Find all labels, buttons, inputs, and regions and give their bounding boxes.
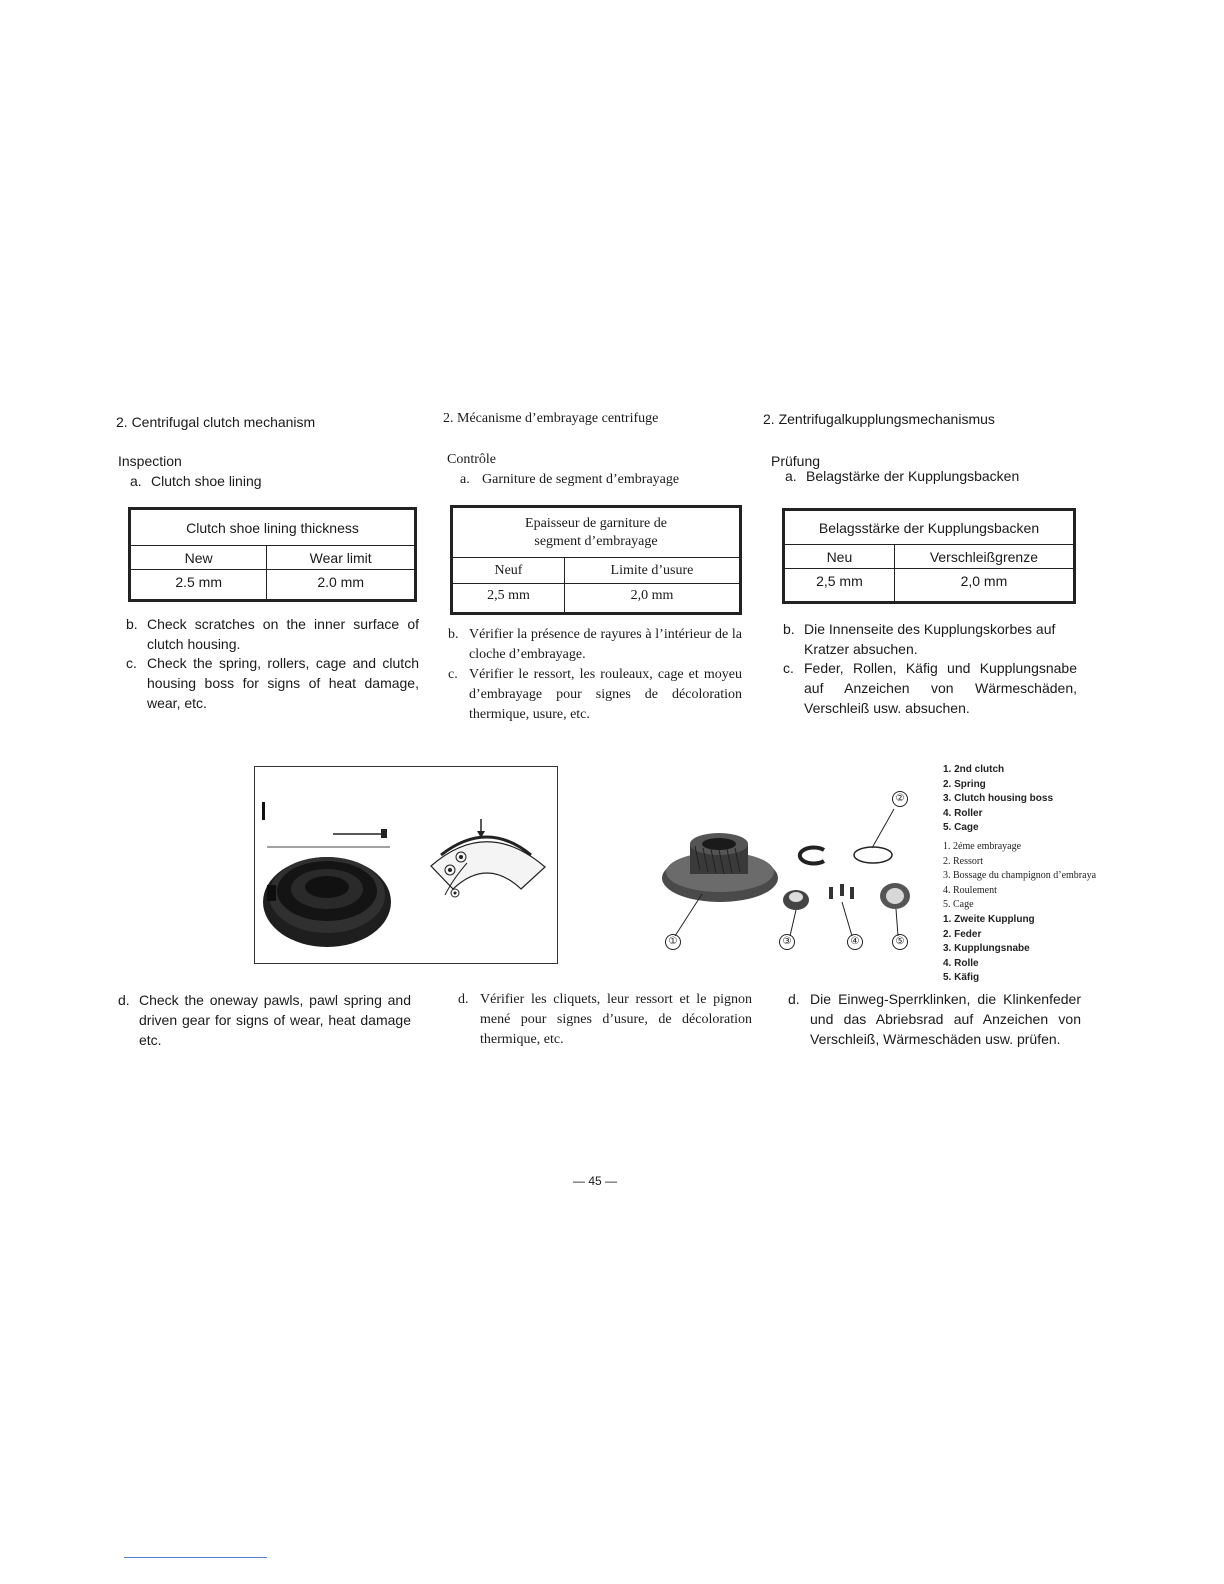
callout-4: ④ [847,934,863,950]
fr-item-d-label: d. [458,992,469,1007]
scan-artifact-line [124,1557,267,1558]
captions-en [943,763,1053,836]
de-item-d [788,989,1081,1069]
caption-fr-3: 3. Bossage du champignon d’embraya [943,870,1097,881]
en-item-b-text: Check scratches on the inner surface of clutch housing. [147,616,419,652]
captions-fr [943,840,1138,913]
caption-de-2: 2. Feder [943,928,982,940]
caption-en-2: 2. Spring [943,778,986,790]
en-item-d-text: Check the oneway pawls, pawl spring and driven gear for signs of wear, heat damage etc. [139,992,411,1048]
fr-item-d [458,990,752,1050]
clutch-parts-figure [630,766,938,962]
en-table-col-limit: Wear limit [267,546,415,570]
fr-item-b-label: b. [448,627,459,642]
en-table-val-limit: 2.0 mm [267,570,415,600]
fr-table-val-limit: 2,0 mm [564,584,739,613]
de-item-b-text: Die Innenseite des Kupplungskorbes auf Kratzer absuchen. [804,621,1056,657]
de-item-c-text: Feder, Rollen, Käfig und Kupplungsnabe auf Anzeichen von Wärmeschäden, Verschleiß usw. absuchen. [804,660,1077,716]
fr-subheading: Contrôle [447,452,496,467]
caption-fr-2: 2. Ressort [943,855,983,867]
de-subheading: Prüfung [771,453,821,469]
clutch-housing-figure [254,766,558,964]
fr-item-d-text: Vérifier les cliquets, leur ressort et le pignon mené pour signes d’usure, de décoloration thermique, etc. [480,992,752,1047]
en-subheading: Inspection [118,453,182,469]
fr-item-b-text: Vérifier la présence de rayures à l’intérieur de la cloche d’embrayage. [469,627,742,662]
fr-table-title [453,508,740,558]
de-table-col-new: Neu [785,545,895,569]
en-item-c-text: Check the spring, rollers, cage and clutch housing boss for signs of heat damage, wear, etc. [147,655,419,711]
en-item-a-text: Clutch shoe lining [151,473,262,489]
caption-en-1: 1. 2nd clutch [943,764,1005,775]
captions-de [943,913,1035,986]
fr-table-title-line2: segment d’embrayage [534,533,658,549]
fr-item-c-label: c. [448,667,458,682]
fr-item-c-text: Vérifier le ressort, les rouleaux, cage et moyeu d’embrayage pour signes de décoloration thermique, usure, etc. [469,667,742,722]
en-item-c [126,653,419,713]
en-item-c-label: c. [126,655,137,671]
en-item-b-label: b. [126,616,138,632]
de-heading: 2. Zentrifugalkupplungsmechanismus [763,411,995,427]
fr-table-val-new: 2,5 mm [453,584,565,613]
fr-heading: 2. Mécanisme d’embrayage centrifuge [443,411,659,426]
fr-item-c [448,665,742,725]
caption-fr-5: 5. Cage [943,899,974,910]
callout-2: ② [892,791,908,807]
de-table-col-limit: Verschleißgrenze [894,545,1073,569]
de-table-title: Belagsstärke der Kupplungsbacken [785,511,1074,545]
caption-fr-1: 1. 2éme embrayage [943,841,1022,852]
caption-en-3: 3. Clutch housing boss [943,793,1054,804]
caption-en-4: 4. Roller [943,807,983,819]
callout-3: ③ [779,934,795,950]
de-item-b-label: b. [783,621,795,637]
fr-item-a-text: Garniture de segment d’embrayage [482,472,680,487]
de-item-a-text: Belagstärke der Kupplungsbacken [806,468,1020,484]
en-item-d-label: d. [118,992,130,1008]
caption-de-3: 3. Kupplungsnabe [943,943,1030,954]
caption-fr-4: 4. Roulement [943,884,997,896]
clutch-housing-illustration [255,767,557,963]
en-heading: 2. Centrifugal clutch mechanism [116,414,316,430]
caption-de-4: 4. Rolle [943,957,979,969]
de-item-d-label: d. [788,991,800,1007]
fr-spec-table [450,505,742,615]
fr-item-b [448,625,742,665]
de-spec-table [782,508,1076,604]
de-table-val-limit: 2,0 mm [894,569,1073,602]
de-item-c [783,658,1077,718]
de-item-a-label: a. [785,468,797,484]
caption-de-5: 5. Käfig [943,972,980,983]
en-table-val-new: 2.5 mm [131,570,267,600]
en-table-title: Clutch shoe lining thickness [131,510,415,546]
callout-1: ① [665,934,681,950]
en-item-b [126,614,419,654]
de-table-val-new: 2,5 mm [785,569,895,602]
callout-5: ⑤ [892,934,908,950]
page-number: — 45 — [572,1174,617,1188]
fr-table-title-line1: Epaisseur de garniture de [525,515,667,531]
de-item-d-text: Die Einweg-Sperrklinken, die Klinkenfeder und das Abriebsrad auf Anzeichen von Verschleiß, Wärmeschäden usw. prüfen. [810,991,1081,1047]
en-table-col-new: New [131,546,267,570]
fr-table-col-limit: Limite d’usure [564,558,739,584]
en-item-d [118,990,411,1050]
fr-item-a-label: a. [460,472,470,487]
en-spec-table [128,507,417,602]
en-item-a-label: a. [130,473,142,489]
de-item-c-label: c. [783,660,794,676]
caption-en-5: 5. Cage [943,822,979,833]
de-item-b [783,619,1077,659]
fr-table-col-new: Neuf [453,558,565,584]
caption-de-1: 1. Zweite Kupplung [943,914,1035,925]
